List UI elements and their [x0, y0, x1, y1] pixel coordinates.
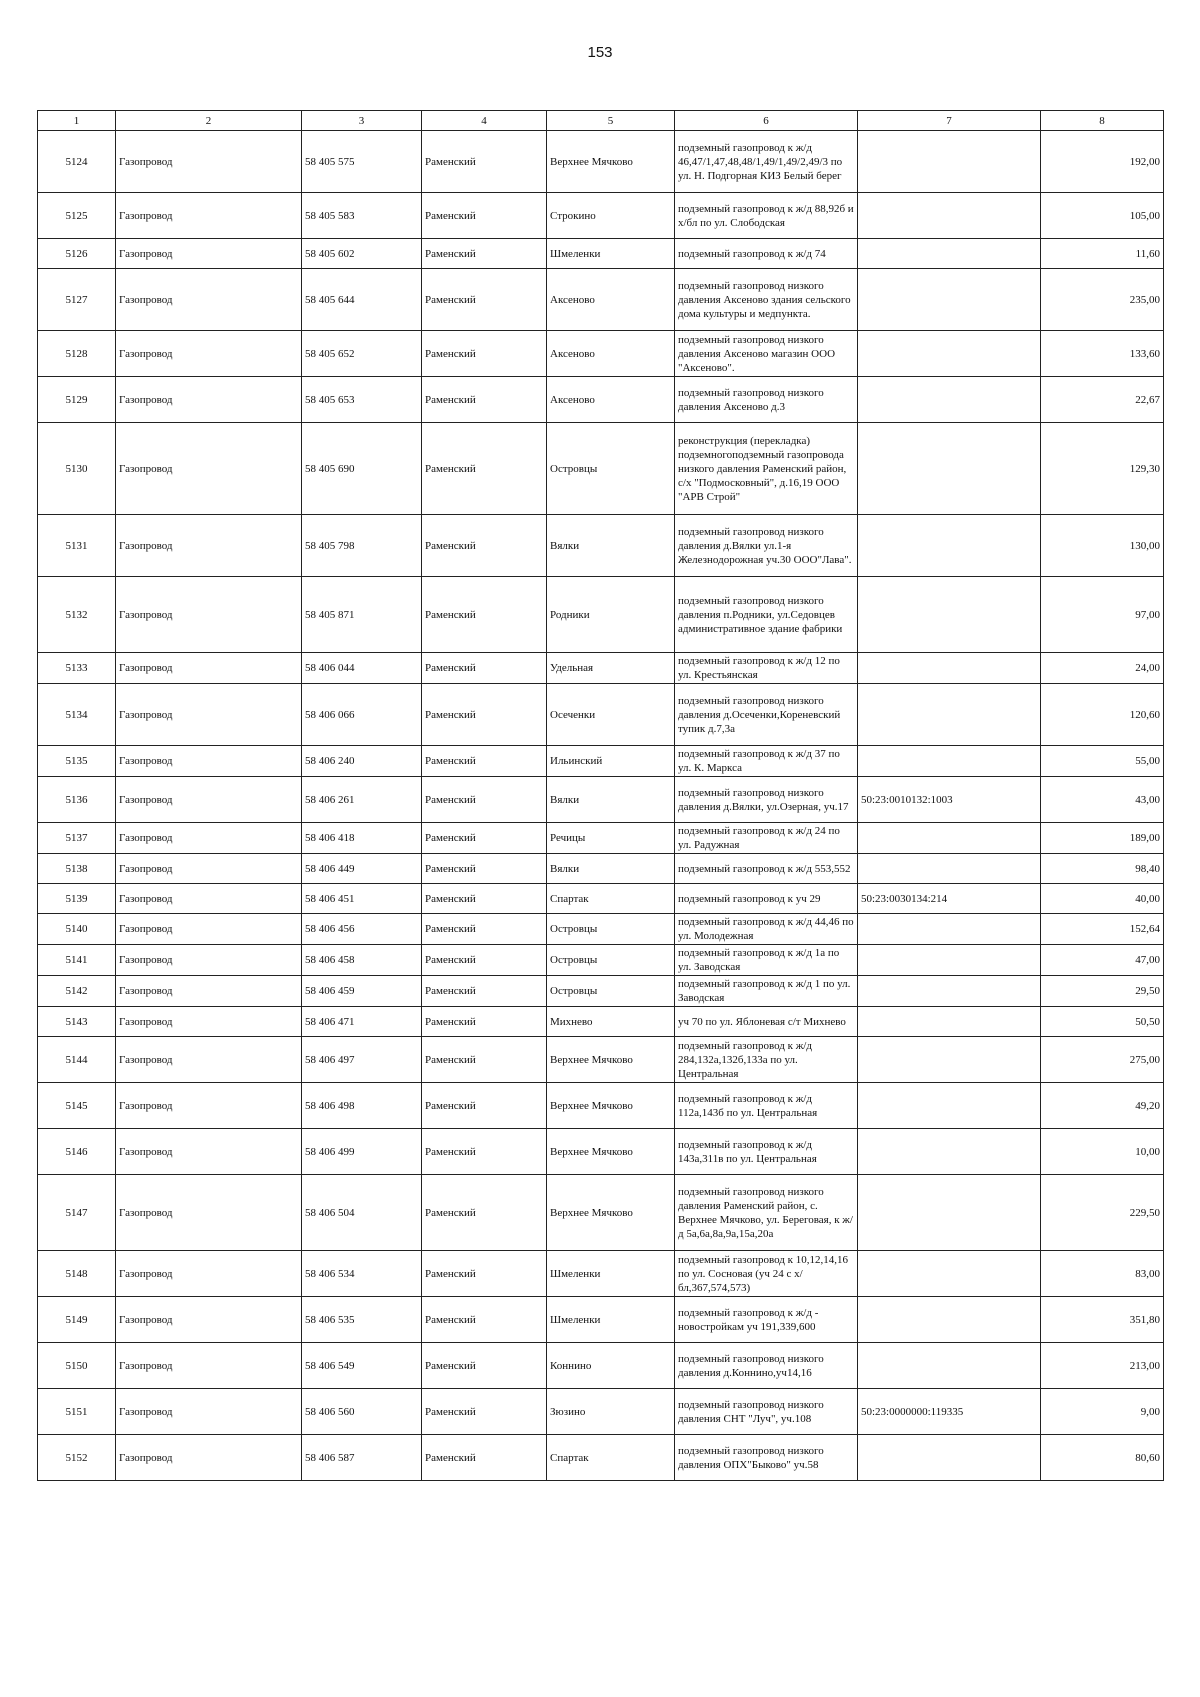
cadastral-number-cell — [858, 269, 1041, 331]
object-code-cell: 58 406 471 — [302, 1007, 422, 1037]
object-name-cell: Газопровод — [116, 269, 302, 331]
object-name-cell: Газопровод — [116, 884, 302, 914]
district-cell: Раменский — [422, 1175, 547, 1251]
table-row — [38, 331, 1164, 377]
column-header-5: 5 — [547, 111, 675, 131]
object-code-cell: 58 406 451 — [302, 884, 422, 914]
object-code-cell: 58 406 587 — [302, 1435, 422, 1481]
district-cell: Раменский — [422, 1297, 547, 1343]
length-cell: 133,60 — [1041, 331, 1164, 377]
row-number-cell: 5149 — [38, 1297, 116, 1343]
object-code-cell: 58 405 583 — [302, 193, 422, 239]
locality-cell: Ильинский — [547, 746, 675, 777]
description-cell: подземный газопровод к ж/д 1а по ул. Заводская — [675, 945, 858, 976]
length-cell: 11,60 — [1041, 239, 1164, 269]
object-name-cell: Газопровод — [116, 1435, 302, 1481]
length-cell: 10,00 — [1041, 1129, 1164, 1175]
table-row — [38, 239, 1164, 269]
cadastral-number-cell: 50:23:0030134:214 — [858, 884, 1041, 914]
table-row — [38, 1175, 1164, 1251]
description-cell: подземный газопровод низкого давления п.Родники, ул.Седовцев административное здание фабрики — [675, 577, 858, 653]
description-cell: подземный газопровод к ж/д 37 по ул. К. Маркса — [675, 746, 858, 777]
length-cell: 83,00 — [1041, 1251, 1164, 1297]
description-cell: подземный газопровод к ж/д 553,552 — [675, 854, 858, 884]
row-number-cell: 5127 — [38, 269, 116, 331]
row-number-cell: 5130 — [38, 423, 116, 515]
column-header-7: 7 — [858, 111, 1041, 131]
locality-cell: Михнево — [547, 1007, 675, 1037]
locality-cell: Аксеново — [547, 377, 675, 423]
cadastral-number-cell — [858, 914, 1041, 945]
length-cell: 43,00 — [1041, 777, 1164, 823]
district-cell: Раменский — [422, 884, 547, 914]
description-cell: подземный газопровод к 10,12,14,16 по ул. Сосновая (уч 24 с х/бл,367,574,573) — [675, 1251, 858, 1297]
row-number-cell: 5132 — [38, 577, 116, 653]
cadastral-number-cell — [858, 239, 1041, 269]
object-code-cell: 58 406 560 — [302, 1389, 422, 1435]
object-code-cell: 58 406 044 — [302, 653, 422, 684]
cadastral-number-cell — [858, 1037, 1041, 1083]
locality-cell: Шмеленки — [547, 1251, 675, 1297]
object-code-cell: 58 406 240 — [302, 746, 422, 777]
table-row — [38, 1297, 1164, 1343]
length-cell: 130,00 — [1041, 515, 1164, 577]
column-header-2: 2 — [116, 111, 302, 131]
district-cell: Раменский — [422, 1435, 547, 1481]
district-cell: Раменский — [422, 1037, 547, 1083]
cadastral-number-cell — [858, 945, 1041, 976]
table-body — [38, 131, 1164, 1481]
district-cell: Раменский — [422, 854, 547, 884]
description-cell: реконструкция (перекладка) подземногоподземный газопровода низкого давления Раменский район, с/х "Подмосковный", д.16,19 ООО "АРВ Строй" — [675, 423, 858, 515]
object-name-cell: Газопровод — [116, 1343, 302, 1389]
cadastral-number-cell — [858, 577, 1041, 653]
length-cell: 189,00 — [1041, 823, 1164, 854]
locality-cell: Зюзино — [547, 1389, 675, 1435]
table-row — [38, 1251, 1164, 1297]
district-cell: Раменский — [422, 823, 547, 854]
cadastral-number-cell — [858, 423, 1041, 515]
object-name-cell: Газопровод — [116, 193, 302, 239]
locality-cell: Верхнее Мячково — [547, 131, 675, 193]
object-name-cell: Газопровод — [116, 653, 302, 684]
district-cell: Раменский — [422, 423, 547, 515]
row-number-cell: 5137 — [38, 823, 116, 854]
object-name-cell: Газопровод — [116, 777, 302, 823]
cadastral-number-cell — [858, 515, 1041, 577]
object-code-cell: 58 406 449 — [302, 854, 422, 884]
object-name-cell: Газопровод — [116, 423, 302, 515]
table-row — [38, 269, 1164, 331]
description-cell: подземный газопровод к ж/д 46,47/1,47,48,48/1,49/1,49/2,49/3 по ул. Н. Подгорная КИЗ Белый берег — [675, 131, 858, 193]
district-cell: Раменский — [422, 577, 547, 653]
district-cell: Раменский — [422, 269, 547, 331]
object-name-cell: Газопровод — [116, 823, 302, 854]
object-code-cell: 58 406 535 — [302, 1297, 422, 1343]
cadastral-number-cell — [858, 1297, 1041, 1343]
table-row — [38, 1389, 1164, 1435]
column-header-6: 6 — [675, 111, 858, 131]
table-row — [38, 884, 1164, 914]
district-cell: Раменский — [422, 1129, 547, 1175]
district-cell: Раменский — [422, 515, 547, 577]
row-number-cell: 5140 — [38, 914, 116, 945]
district-cell: Раменский — [422, 239, 547, 269]
description-cell: подземный газопровод к ж/д 284,132а,132б,133а по ул. Центральная — [675, 1037, 858, 1083]
description-cell: подземный газопровод низкого давления д.Вялки, ул.Озерная, уч.17 — [675, 777, 858, 823]
length-cell: 98,40 — [1041, 854, 1164, 884]
row-number-cell: 5150 — [38, 1343, 116, 1389]
row-number-cell: 5147 — [38, 1175, 116, 1251]
district-cell: Раменский — [422, 1343, 547, 1389]
table-row — [38, 423, 1164, 515]
cadastral-number-cell — [858, 1251, 1041, 1297]
length-cell: 9,00 — [1041, 1389, 1164, 1435]
description-cell: подземный газопровод к ж/д 12 по ул. Крестьянская — [675, 653, 858, 684]
description-cell: подземный газопровод низкого давления д.Осеченки,Кореневский тупик д.7,3а — [675, 684, 858, 746]
column-header-8: 8 — [1041, 111, 1164, 131]
object-name-cell: Газопровод — [116, 239, 302, 269]
locality-cell: Вялки — [547, 515, 675, 577]
locality-cell: Осеченки — [547, 684, 675, 746]
district-cell: Раменский — [422, 684, 547, 746]
cadastral-number-cell — [858, 1129, 1041, 1175]
object-code-cell: 58 405 575 — [302, 131, 422, 193]
cadastral-number-cell — [858, 1343, 1041, 1389]
locality-cell: Шмеленки — [547, 1297, 675, 1343]
object-code-cell: 58 406 497 — [302, 1037, 422, 1083]
table-row — [38, 377, 1164, 423]
cadastral-number-cell — [858, 653, 1041, 684]
description-cell: подземный газопровод к ж/д 88,92б и х/бл по ул. Слободская — [675, 193, 858, 239]
length-cell: 235,00 — [1041, 269, 1164, 331]
page-number: 153 — [587, 44, 613, 61]
description-cell: подземный газопровод низкого давления Аксеново д.3 — [675, 377, 858, 423]
length-cell: 120,60 — [1041, 684, 1164, 746]
object-name-cell: Газопровод — [116, 1007, 302, 1037]
cadastral-number-cell — [858, 1083, 1041, 1129]
length-cell: 22,67 — [1041, 377, 1164, 423]
header-row — [38, 111, 1164, 131]
object-name-cell: Газопровод — [116, 976, 302, 1007]
object-code-cell: 58 405 644 — [302, 269, 422, 331]
object-code-cell: 58 406 261 — [302, 777, 422, 823]
object-code-cell: 58 406 498 — [302, 1083, 422, 1129]
object-name-cell: Газопровод — [116, 377, 302, 423]
table-row — [38, 1343, 1164, 1389]
description-cell: подземный газопровод к ж/д 1 по ул. Заводская — [675, 976, 858, 1007]
row-number-cell: 5128 — [38, 331, 116, 377]
length-cell: 29,50 — [1041, 976, 1164, 1007]
row-number-cell: 5152 — [38, 1435, 116, 1481]
object-name-cell: Газопровод — [116, 1389, 302, 1435]
district-cell: Раменский — [422, 777, 547, 823]
locality-cell: Вялки — [547, 854, 675, 884]
length-cell: 49,20 — [1041, 1083, 1164, 1129]
locality-cell: Верхнее Мячково — [547, 1175, 675, 1251]
row-number-cell: 5145 — [38, 1083, 116, 1129]
object-code-cell: 58 405 652 — [302, 331, 422, 377]
description-cell: подземный газопровод к уч 29 — [675, 884, 858, 914]
table-row — [38, 1007, 1164, 1037]
description-cell: подземный газопровод низкого давления Аксеново магазин ООО "Аксеново". — [675, 331, 858, 377]
row-number-cell: 5143 — [38, 1007, 116, 1037]
description-cell: подземный газопровод к ж/д 143а,311в по ул. Центральная — [675, 1129, 858, 1175]
cadastral-number-cell — [858, 193, 1041, 239]
row-number-cell: 5141 — [38, 945, 116, 976]
length-cell: 55,00 — [1041, 746, 1164, 777]
description-cell: подземный газопровод к ж/д - новостройкам уч 191,339,600 — [675, 1297, 858, 1343]
table-row — [38, 1129, 1164, 1175]
row-number-cell: 5142 — [38, 976, 116, 1007]
cadastral-number-cell — [858, 377, 1041, 423]
object-code-cell: 58 405 798 — [302, 515, 422, 577]
column-header-4: 4 — [422, 111, 547, 131]
row-number-cell: 5126 — [38, 239, 116, 269]
row-number-cell: 5139 — [38, 884, 116, 914]
object-name-cell: Газопровод — [116, 1251, 302, 1297]
object-code-cell: 58 405 602 — [302, 239, 422, 269]
table-row — [38, 823, 1164, 854]
length-cell: 275,00 — [1041, 1037, 1164, 1083]
table-row — [38, 515, 1164, 577]
object-name-cell: Газопровод — [116, 1037, 302, 1083]
registry-table — [37, 110, 1164, 1481]
locality-cell: Спартак — [547, 884, 675, 914]
row-number-cell: 5125 — [38, 193, 116, 239]
cadastral-number-cell — [858, 746, 1041, 777]
locality-cell: Спартак — [547, 1435, 675, 1481]
table-row — [38, 684, 1164, 746]
locality-cell: Коннино — [547, 1343, 675, 1389]
description-cell: подземный газопровод к ж/д 24 по ул. Радужная — [675, 823, 858, 854]
district-cell: Раменский — [422, 331, 547, 377]
length-cell: 24,00 — [1041, 653, 1164, 684]
cadastral-number-cell — [858, 854, 1041, 884]
object-code-cell: 58 406 418 — [302, 823, 422, 854]
district-cell: Раменский — [422, 653, 547, 684]
row-number-cell: 5124 — [38, 131, 116, 193]
object-name-cell: Газопровод — [116, 854, 302, 884]
locality-cell: Островцы — [547, 945, 675, 976]
object-code-cell: 58 406 459 — [302, 976, 422, 1007]
district-cell: Раменский — [422, 1007, 547, 1037]
length-cell: 129,30 — [1041, 423, 1164, 515]
length-cell: 351,80 — [1041, 1297, 1164, 1343]
length-cell: 50,50 — [1041, 1007, 1164, 1037]
description-cell: подземный газопровод к ж/д 112а,143б по ул. Центральная — [675, 1083, 858, 1129]
table-row — [38, 577, 1164, 653]
length-cell: 152,64 — [1041, 914, 1164, 945]
locality-cell: Речицы — [547, 823, 675, 854]
column-header-1: 1 — [38, 111, 116, 131]
object-code-cell: 58 405 690 — [302, 423, 422, 515]
table-row — [38, 1083, 1164, 1129]
table-row — [38, 1435, 1164, 1481]
table-row — [38, 914, 1164, 945]
cadastral-number-cell — [858, 331, 1041, 377]
locality-cell: Строкино — [547, 193, 675, 239]
description-cell: подземный газопровод низкого давления Раменский район, с. Верхнее Мячково, ул. Береговая, к ж/д 5а,6а,8а,9а,15а,20а — [675, 1175, 858, 1251]
length-cell: 105,00 — [1041, 193, 1164, 239]
cadastral-number-cell — [858, 823, 1041, 854]
length-cell: 80,60 — [1041, 1435, 1164, 1481]
object-code-cell: 58 405 871 — [302, 577, 422, 653]
object-name-cell: Газопровод — [116, 684, 302, 746]
object-code-cell: 58 405 653 — [302, 377, 422, 423]
locality-cell: Островцы — [547, 914, 675, 945]
locality-cell: Верхнее Мячково — [547, 1083, 675, 1129]
description-cell: подземный газопровод низкого давления д.Коннино,уч14,16 — [675, 1343, 858, 1389]
table-row — [38, 976, 1164, 1007]
cadastral-number-cell — [858, 684, 1041, 746]
district-cell: Раменский — [422, 377, 547, 423]
description-cell: подземный газопровод к ж/д 44,46 по ул. Молодежная — [675, 914, 858, 945]
locality-cell: Шмеленки — [547, 239, 675, 269]
district-cell: Раменский — [422, 1083, 547, 1129]
cadastral-number-cell: 50:23:0000000:119335 — [858, 1389, 1041, 1435]
row-number-cell: 5129 — [38, 377, 116, 423]
cadastral-number-cell: 50:23:0010132:1003 — [858, 777, 1041, 823]
district-cell: Раменский — [422, 1389, 547, 1435]
locality-cell: Верхнее Мячково — [547, 1129, 675, 1175]
row-number-cell: 5148 — [38, 1251, 116, 1297]
table-header — [38, 111, 1164, 131]
row-number-cell: 5136 — [38, 777, 116, 823]
row-number-cell: 5138 — [38, 854, 116, 884]
object-name-cell: Газопровод — [116, 131, 302, 193]
length-cell: 97,00 — [1041, 577, 1164, 653]
table-row — [38, 945, 1164, 976]
cadastral-number-cell — [858, 1175, 1041, 1251]
object-name-cell: Газопровод — [116, 1297, 302, 1343]
district-cell: Раменский — [422, 976, 547, 1007]
table-row — [38, 854, 1164, 884]
object-name-cell: Газопровод — [116, 1083, 302, 1129]
description-cell: подземный газопровод низкого давления д.Вялки ул.1-я Железнодорожная уч.30 ООО"Лава". — [675, 515, 858, 577]
locality-cell: Верхнее Мячково — [547, 1037, 675, 1083]
district-cell: Раменский — [422, 914, 547, 945]
locality-cell: Аксеново — [547, 331, 675, 377]
description-cell: подземный газопровод низкого давления Аксеново здания сельского дома культуры и медпункта. — [675, 269, 858, 331]
locality-cell: Островцы — [547, 976, 675, 1007]
object-code-cell: 58 406 504 — [302, 1175, 422, 1251]
district-cell: Раменский — [422, 1251, 547, 1297]
description-cell: подземный газопровод низкого давления СНТ "Луч", уч.108 — [675, 1389, 858, 1435]
length-cell: 192,00 — [1041, 131, 1164, 193]
row-number-cell: 5133 — [38, 653, 116, 684]
row-number-cell: 5146 — [38, 1129, 116, 1175]
table-row — [38, 131, 1164, 193]
district-cell: Раменский — [422, 193, 547, 239]
table-row — [38, 1037, 1164, 1083]
object-code-cell: 58 406 066 — [302, 684, 422, 746]
cadastral-number-cell — [858, 131, 1041, 193]
length-cell: 213,00 — [1041, 1343, 1164, 1389]
object-name-cell: Газопровод — [116, 1175, 302, 1251]
cadastral-number-cell — [858, 1435, 1041, 1481]
cadastral-number-cell — [858, 1007, 1041, 1037]
locality-cell: Удельная — [547, 653, 675, 684]
district-cell: Раменский — [422, 746, 547, 777]
table-row — [38, 746, 1164, 777]
description-cell: уч 70 по ул. Яблоневая с/т Михнево — [675, 1007, 858, 1037]
district-cell: Раменский — [422, 131, 547, 193]
object-code-cell: 58 406 458 — [302, 945, 422, 976]
length-cell: 47,00 — [1041, 945, 1164, 976]
object-code-cell: 58 406 456 — [302, 914, 422, 945]
locality-cell: Аксеново — [547, 269, 675, 331]
object-name-cell: Газопровод — [116, 577, 302, 653]
table-row — [38, 193, 1164, 239]
row-number-cell: 5144 — [38, 1037, 116, 1083]
locality-cell: Вялки — [547, 777, 675, 823]
object-name-cell: Газопровод — [116, 1129, 302, 1175]
row-number-cell: 5134 — [38, 684, 116, 746]
object-name-cell: Газопровод — [116, 945, 302, 976]
object-name-cell: Газопровод — [116, 914, 302, 945]
column-header-3: 3 — [302, 111, 422, 131]
locality-cell: Родники — [547, 577, 675, 653]
row-number-cell: 5131 — [38, 515, 116, 577]
description-cell: подземный газопровод низкого давления ОПХ"Быково" уч.58 — [675, 1435, 858, 1481]
object-code-cell: 58 406 549 — [302, 1343, 422, 1389]
locality-cell: Островцы — [547, 423, 675, 515]
length-cell: 229,50 — [1041, 1175, 1164, 1251]
object-code-cell: 58 406 499 — [302, 1129, 422, 1175]
object-name-cell: Газопровод — [116, 515, 302, 577]
object-code-cell: 58 406 534 — [302, 1251, 422, 1297]
description-cell: подземный газопровод к ж/д 74 — [675, 239, 858, 269]
table-row — [38, 777, 1164, 823]
row-number-cell: 5151 — [38, 1389, 116, 1435]
length-cell: 40,00 — [1041, 884, 1164, 914]
object-name-cell: Газопровод — [116, 746, 302, 777]
row-number-cell: 5135 — [38, 746, 116, 777]
table-row — [38, 653, 1164, 684]
object-name-cell: Газопровод — [116, 331, 302, 377]
cadastral-number-cell — [858, 976, 1041, 1007]
district-cell: Раменский — [422, 945, 547, 976]
